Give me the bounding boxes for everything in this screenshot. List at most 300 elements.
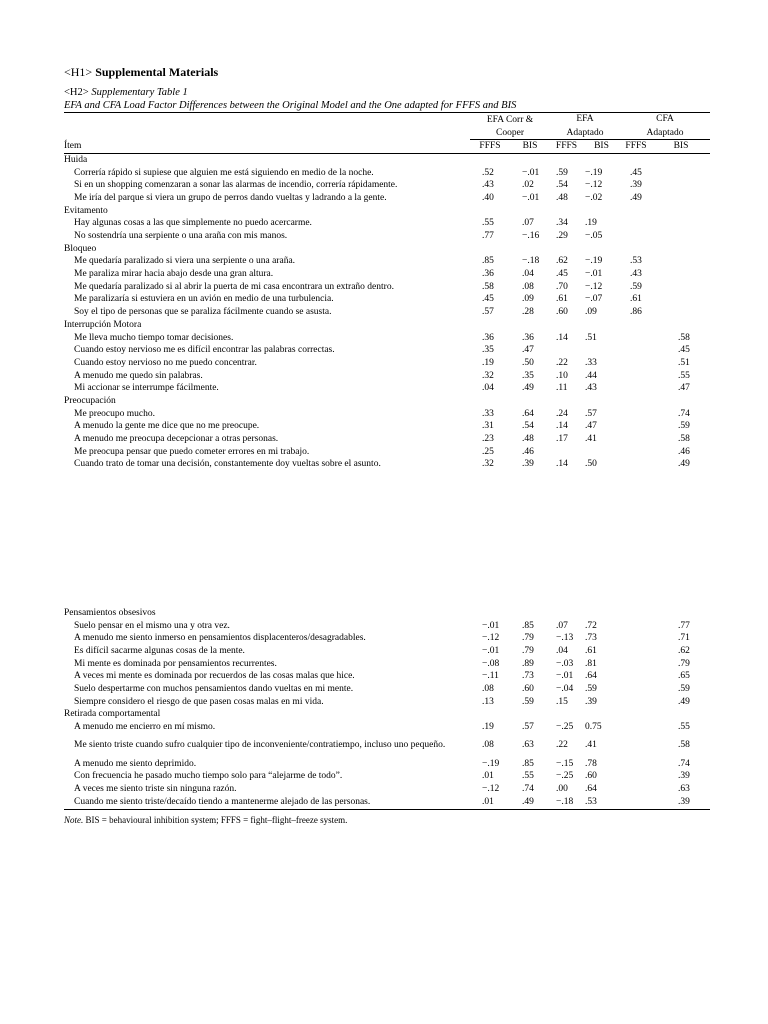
loading-cell: .59 <box>556 167 568 178</box>
header-group1-line1: EFA Corr & <box>486 114 534 125</box>
loading-cell: .43 <box>585 383 597 394</box>
loading-cell: −.18 <box>550 796 583 809</box>
loading-cell: .74 <box>678 758 690 769</box>
table-row <box>64 783 710 796</box>
item-label: No sostendría una serpiente o una araña con mis manos. <box>74 231 288 242</box>
loading-cell: −.12 <box>585 180 603 191</box>
group-label: Retirada comportamental <box>64 709 161 720</box>
table-row <box>64 620 710 633</box>
loading-cell: .48 <box>522 434 534 445</box>
table-body-1 <box>64 154 710 472</box>
loading-cell <box>620 670 652 683</box>
table-row <box>64 771 710 784</box>
loading-cell: .61 <box>630 294 642 305</box>
loading-cell: −.08 <box>482 658 500 669</box>
loading-cell: −.16 <box>522 231 540 242</box>
table-row <box>64 281 710 294</box>
header-blank-2 <box>64 127 470 140</box>
loading-cell: −.01 <box>585 269 603 280</box>
loading-cell <box>652 167 710 180</box>
loading-cell <box>652 179 710 192</box>
loading-cell: .55 <box>482 218 494 229</box>
loading-cell: −.11 <box>482 671 499 682</box>
loading-cell: .89 <box>522 658 534 669</box>
loading-cell: .77 <box>678 620 690 631</box>
loading-cell: .81 <box>585 658 597 669</box>
loading-cell: .44 <box>585 370 597 381</box>
h2-tag: <H2> <box>64 87 89 98</box>
loading-cell <box>620 370 652 383</box>
loading-cell: .54 <box>522 421 534 432</box>
loading-cell: .04 <box>522 269 534 280</box>
item-label: A menudo me siento inmerso en pensamientos displacenteros/desagradables. <box>74 633 366 644</box>
loading-cell: .19 <box>482 722 494 733</box>
item-label: Me preocupo mucho. <box>74 408 155 419</box>
table-row <box>64 696 710 709</box>
loading-cell: .17 <box>556 434 568 445</box>
header-group2-line1: EFA <box>576 114 594 125</box>
table-row <box>64 796 710 809</box>
loading-cell: .59 <box>678 683 690 694</box>
loading-cell <box>620 721 652 734</box>
group-label: Preocupación <box>64 395 116 406</box>
group-row <box>64 395 710 408</box>
loading-cell <box>620 230 652 243</box>
loading-cell <box>620 758 652 771</box>
table-row <box>64 179 710 192</box>
loading-cell: .02 <box>522 180 534 191</box>
group-label: Interrupción Motora <box>64 319 142 330</box>
item-label: Me paralizaría si estuviera en un avión en medio de una turbulencia. <box>74 294 334 305</box>
loading-cell: −.12 <box>482 784 500 795</box>
table-row <box>64 408 710 421</box>
loading-cell: .73 <box>522 671 534 682</box>
table-row <box>64 758 710 771</box>
loading-cell: .59 <box>678 421 690 432</box>
loading-cell: .53 <box>630 256 642 267</box>
loading-cell: .53 <box>583 796 620 809</box>
loading-cell: .10 <box>556 370 568 381</box>
loading-cell: .79 <box>678 658 690 669</box>
loading-cell: .08 <box>482 683 494 694</box>
loading-cell: .50 <box>585 459 597 470</box>
loading-cell: .45 <box>556 269 568 280</box>
loading-cell: .70 <box>556 281 568 292</box>
loading-cell: .23 <box>482 434 494 445</box>
loading-cell: −.25 <box>556 771 574 782</box>
group-label: Huida <box>64 154 88 165</box>
loading-cell: −.15 <box>556 758 574 769</box>
loading-cell <box>652 268 710 281</box>
loading-cell: .39 <box>585 696 597 707</box>
loading-cell: .58 <box>678 740 690 751</box>
loading-cell <box>620 218 652 231</box>
loading-cell <box>652 306 710 319</box>
loading-cell: −.02 <box>585 192 603 203</box>
loading-cell: .74 <box>678 408 690 419</box>
loading-cell: −.04 <box>556 683 574 694</box>
loading-cell: .32 <box>482 370 494 381</box>
loading-cell: .61 <box>556 294 568 305</box>
table-row <box>64 230 710 243</box>
loading-cell: .65 <box>678 671 690 682</box>
table-row <box>64 167 710 180</box>
header-efa-corr-cooper <box>470 113 550 127</box>
header-group3-line1: CFA <box>656 114 674 125</box>
loading-cell: .73 <box>585 633 597 644</box>
loading-cell: −.19 <box>585 167 603 178</box>
loading-cell: .43 <box>630 269 642 280</box>
loading-cell: .54 <box>556 180 568 191</box>
loading-cell: .39 <box>630 180 642 191</box>
loading-cell: 0.75 <box>585 722 602 733</box>
group-label: Pensamientos obsesivos <box>64 607 156 618</box>
item-label: Me lleva mucho tiempo tomar decisiones. <box>74 332 234 343</box>
loading-cell: .04 <box>556 645 568 656</box>
loading-cell <box>652 230 710 243</box>
table-row <box>64 683 710 696</box>
subheader-bis-1: BIS <box>510 140 550 154</box>
group-row <box>64 319 710 332</box>
table-row <box>64 370 710 383</box>
loading-cell: .09 <box>585 307 597 318</box>
loading-cell: .39 <box>678 771 690 782</box>
item-label: Si en un shopping comenzaran a sonar las alarmas de incendio, correría rápidamente. <box>74 180 398 191</box>
loading-cell: −.12 <box>585 281 603 292</box>
loading-cell: .86 <box>630 307 642 318</box>
item-label: Soy el tipo de personas que se paraliza fácilmente cuando se asusta. <box>74 307 332 318</box>
loading-cell: −.13 <box>556 633 574 644</box>
loading-cell <box>620 421 652 434</box>
note-label: Note. <box>64 815 84 825</box>
loading-cell <box>583 344 620 357</box>
loading-cell <box>620 357 652 370</box>
loading-cell: .45 <box>678 345 690 356</box>
loading-cell: .57 <box>585 408 597 419</box>
loading-cell: .74 <box>522 784 534 795</box>
header-group3-line2: Adaptado <box>620 127 710 140</box>
subheader-row <box>64 140 710 154</box>
item-label: Hay algunas cosas a las que simplemente no puedo acercarme. <box>74 218 312 229</box>
loading-cell: .49 <box>522 383 534 394</box>
table-row <box>64 421 710 434</box>
note-text: BIS = behavioural inhibition system; FFFS = fight–flight–freeze system. <box>83 815 348 825</box>
item-label: Cuando estoy nervioso me es difícil encontrar las palabras correctas. <box>74 345 335 356</box>
loading-cell: −.18 <box>522 256 540 267</box>
loading-cell: .07 <box>556 620 568 631</box>
table-row <box>64 294 710 307</box>
loading-cell: .71 <box>678 633 690 644</box>
table-row <box>64 459 710 472</box>
h1-tag: <H1> <box>64 65 93 79</box>
loading-cell <box>620 344 652 357</box>
loading-cell: .41 <box>585 740 597 751</box>
subheader-fffs-3: FFFS <box>620 140 652 154</box>
loading-cell: .60 <box>556 307 568 318</box>
loading-cell <box>652 192 710 205</box>
loading-cell: −.01 <box>522 192 540 203</box>
loading-cell <box>550 344 583 357</box>
loading-cell: .59 <box>585 683 597 694</box>
loading-cell <box>620 734 652 758</box>
item-label: A veces me siento triste sin ninguna razón. <box>74 784 237 795</box>
loading-cell: .24 <box>556 408 568 419</box>
loading-cell: .58 <box>678 332 690 343</box>
loading-cell <box>620 382 652 395</box>
loading-cell: −.01 <box>482 645 500 656</box>
loading-cell: .04 <box>482 383 494 394</box>
loading-cell: −.12 <box>482 633 500 644</box>
loading-cell: .43 <box>482 180 494 191</box>
loading-cell: .50 <box>522 357 534 368</box>
loading-cell: .48 <box>556 192 568 203</box>
table-row <box>64 734 710 758</box>
table-row <box>64 332 710 345</box>
subheader-fffs-2: FFFS <box>550 140 583 154</box>
item-label: Me quedaría paralizado si al abrir la puerta de mi casa encontrara un extraño dentro. <box>74 281 394 292</box>
item-label: Me quedaría paralizado si viera una serpiente o una araña. <box>74 256 296 267</box>
item-label: Siempre considero el riesgo de que pasen cosas malas en mi vida. <box>74 696 324 707</box>
item-label: Me iría del parque si viera un grupo de perros dando vueltas y ladrando a la gente. <box>74 192 387 203</box>
loading-cell: .14 <box>556 332 568 343</box>
loading-cell: .59 <box>522 696 534 707</box>
loading-cell: .49 <box>510 796 550 809</box>
loading-cell: .22 <box>556 740 568 751</box>
loading-cell: −.25 <box>556 722 574 733</box>
table-row <box>64 256 710 269</box>
loading-cell: −.19 <box>585 256 603 267</box>
table-row <box>64 268 710 281</box>
item-label: A menudo me encierro en mí mismo. <box>74 722 216 733</box>
loading-cell: .35 <box>522 370 534 381</box>
table-note <box>64 815 347 825</box>
header-blank <box>64 113 470 127</box>
loading-cell: .32 <box>482 459 494 470</box>
loading-cell <box>620 433 652 446</box>
table-row <box>64 658 710 671</box>
loading-cell <box>620 332 652 345</box>
loading-cell: .45 <box>630 167 642 178</box>
loading-cell: −.01 <box>482 620 500 631</box>
loading-cell: .08 <box>482 740 494 751</box>
loading-cell: .14 <box>556 459 568 470</box>
loading-cell: .51 <box>585 332 597 343</box>
loading-cell <box>652 281 710 294</box>
header-cfa-adaptado <box>620 113 710 127</box>
table-row <box>64 218 710 231</box>
table-row <box>64 357 710 370</box>
table-caption: EFA and CFA Load Factor Differences between the Original Model and the One adapted for FFFS and BIS <box>64 100 517 111</box>
group-label: Bloqueo <box>64 243 97 254</box>
item-label: Suelo pensar en el mismo una y otra vez. <box>74 620 230 631</box>
loading-cell: .47 <box>522 345 534 356</box>
header-group1-line2: Cooper <box>470 127 550 140</box>
loading-cell: .15 <box>556 696 568 707</box>
loading-cell <box>620 459 652 472</box>
table-row <box>64 721 710 734</box>
subheader-fffs-1: FFFS <box>470 140 510 154</box>
loading-cell: .62 <box>556 256 568 267</box>
loading-cell: .47 <box>585 421 597 432</box>
loading-cell: .60 <box>522 683 534 694</box>
loading-cell: .01 <box>470 796 510 809</box>
loading-cell: .62 <box>678 645 690 656</box>
group-row <box>64 205 710 218</box>
table-row <box>64 344 710 357</box>
heading-2 <box>64 87 188 98</box>
loading-cell: .40 <box>482 192 494 203</box>
loading-cell <box>620 783 652 796</box>
loading-cell: .79 <box>522 645 534 656</box>
item-label: Cuando estoy nervioso no me puedo concentrar. <box>74 357 257 368</box>
loading-cell: .14 <box>556 421 568 432</box>
loading-cell: .55 <box>522 771 534 782</box>
item-label: Correría rápido si supiese que alguien me está siguiendo en medio de la noche. <box>74 167 374 178</box>
loading-cell: .47 <box>678 383 690 394</box>
loading-cell: .46 <box>522 446 534 457</box>
loading-cell: .79 <box>522 633 534 644</box>
item-label: A menudo la gente me dice que no me preocupe. <box>74 421 260 432</box>
group-row <box>64 709 710 722</box>
loading-cell: .72 <box>585 620 597 631</box>
loading-cell: .28 <box>522 307 534 318</box>
loading-cell: .51 <box>678 357 690 368</box>
loading-cell: .22 <box>556 357 568 368</box>
loading-cell: .49 <box>630 192 642 203</box>
item-label: A veces mi mente es dominada por recuerdos de las cosas malas que hice. <box>74 671 355 682</box>
loading-cell: .78 <box>585 758 597 769</box>
loading-cell: .46 <box>678 446 690 457</box>
loading-cell: .08 <box>522 281 534 292</box>
header-item: Ítem <box>64 140 470 154</box>
loading-cell: .57 <box>482 307 494 318</box>
loading-cell: .58 <box>678 434 690 445</box>
loading-cell: .59 <box>630 281 642 292</box>
loading-cell: .01 <box>482 771 494 782</box>
item-label: Es difícil sacarme algunas cosas de la mente. <box>74 645 245 656</box>
loading-cell <box>620 632 652 645</box>
loading-cell <box>652 256 710 269</box>
loading-cell: .19 <box>585 218 597 229</box>
loading-cell <box>583 446 620 459</box>
loading-cell: .55 <box>678 722 690 733</box>
item-label: A menudo me preocupa decepcionar a otras personas. <box>74 434 279 445</box>
loading-cell <box>652 218 710 231</box>
loading-cell <box>652 294 710 307</box>
item-label: Suelo despertarme con muchos pensamientos dando vueltas en mi mente. <box>74 683 354 694</box>
loading-cell: −.03 <box>556 658 574 669</box>
item-label: Me paraliza mirar hacia abajo desde una gran altura. <box>74 269 274 280</box>
h2-text: Supplementary Table 1 <box>91 87 188 98</box>
group-header-row-2 <box>64 127 710 140</box>
loading-cell <box>550 446 583 459</box>
subheader-bis-2: BIS <box>583 140 620 154</box>
loading-cell: .13 <box>482 696 494 707</box>
group-label: Evitamento <box>64 205 108 216</box>
table-row <box>64 670 710 683</box>
loading-cell: .35 <box>482 345 494 356</box>
loading-cell <box>620 796 652 809</box>
loading-cell: .39 <box>652 796 710 809</box>
table-body-2 <box>64 607 710 809</box>
table-row <box>64 446 710 459</box>
loading-cell <box>620 696 652 709</box>
loading-cell: −.05 <box>585 231 603 242</box>
table-row <box>64 632 710 645</box>
loading-cell <box>620 658 652 671</box>
header-group2-line2: Adaptado <box>550 127 620 140</box>
table-row <box>64 192 710 205</box>
loading-cell: .85 <box>522 758 534 769</box>
item-label: Mi accionar se interrumpe fácilmente. <box>74 383 219 394</box>
item-label: Cuando me siento triste/decaído tiendo a mantenerme alejado de las personas. <box>64 796 470 809</box>
loading-cell: .34 <box>556 218 568 229</box>
loading-cell: .33 <box>482 408 494 419</box>
loading-cell: .57 <box>522 722 534 733</box>
loading-cell: .77 <box>482 231 494 242</box>
loading-cell: −.07 <box>585 294 603 305</box>
loadings-table-part-2 <box>64 607 710 810</box>
loading-cell <box>620 645 652 658</box>
loading-cell: .64 <box>522 408 534 419</box>
loading-cell: .29 <box>556 231 568 242</box>
loading-cell <box>620 683 652 696</box>
table-row <box>64 382 710 395</box>
group-row <box>64 607 710 620</box>
table-row <box>64 433 710 446</box>
header-efa-adaptado <box>550 113 620 127</box>
loading-cell: .60 <box>585 771 597 782</box>
loading-cell: .63 <box>678 784 690 795</box>
loading-cell: .25 <box>482 446 494 457</box>
loading-cell: .49 <box>678 696 690 707</box>
loading-cell <box>620 771 652 784</box>
loading-cell: .39 <box>522 459 534 470</box>
item-label: A menudo me siento deprimido. <box>74 758 197 769</box>
loading-cell: .36 <box>482 269 494 280</box>
loading-cell: .61 <box>585 645 597 656</box>
loading-cell: −.19 <box>482 758 500 769</box>
loading-cell <box>620 408 652 421</box>
loading-cell: .36 <box>482 332 494 343</box>
loading-cell: .19 <box>482 357 494 368</box>
h1-text: Supplemental Materials <box>95 65 219 79</box>
loading-cell: .11 <box>556 383 568 394</box>
loading-cell: .64 <box>585 784 597 795</box>
loading-cell <box>620 620 652 633</box>
group-row <box>64 243 710 256</box>
subheader-bis-3: BIS <box>652 140 710 154</box>
table-row <box>64 306 710 319</box>
heading-1 <box>64 65 218 80</box>
loading-cell: −.01 <box>556 671 574 682</box>
loading-cell: .07 <box>522 218 534 229</box>
item-label: Mi mente es dominada por pensamientos recurrentes. <box>74 658 277 669</box>
loading-cell: .00 <box>556 784 568 795</box>
item-label: Me siento triste cuando sufro cualquier tipo de inconveniente/contratiempo, incluso uno pequeño. <box>74 740 446 751</box>
loading-cell: .41 <box>585 434 597 445</box>
item-label: Me preocupa pensar que puedo cometer errores en mi trabajo. <box>74 446 310 457</box>
item-label: Con frecuencia he pasado mucho tiempo solo para “alejarme de todo”. <box>74 771 343 782</box>
loading-cell: .09 <box>522 294 534 305</box>
loading-cell: .85 <box>522 620 534 631</box>
loading-cell: .63 <box>522 740 534 751</box>
item-label: Cuando trato de tomar una decisión, constantemente doy vueltas sobre el asunto. <box>74 459 381 470</box>
group-row <box>64 154 710 167</box>
loadings-table-part-1 <box>64 112 710 471</box>
loading-cell: .49 <box>678 459 690 470</box>
loading-cell: .31 <box>482 421 494 432</box>
